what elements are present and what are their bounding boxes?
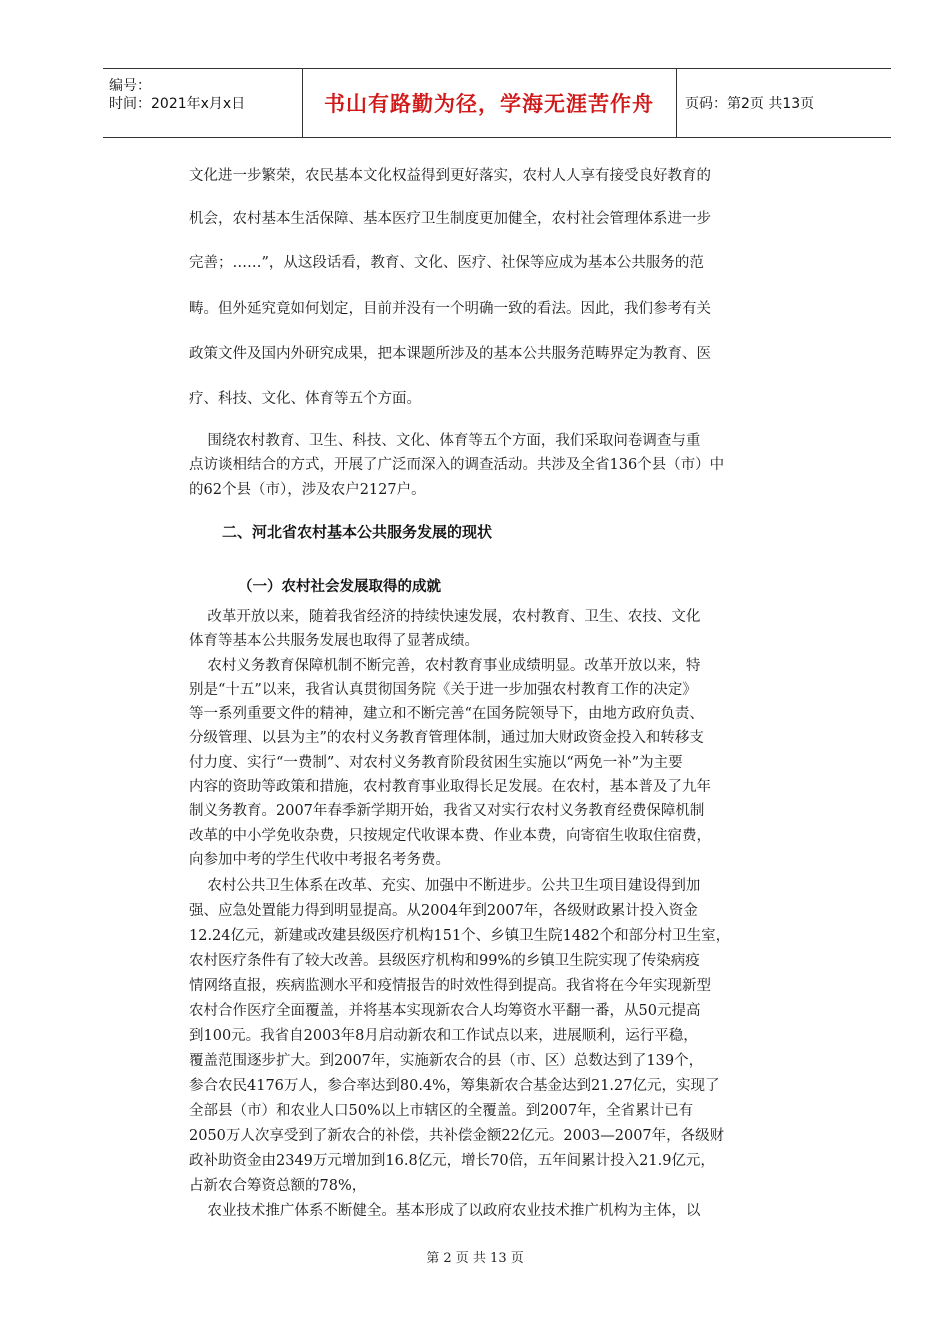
text-line: 向参加中考的学生代收中考报名考务费。	[189, 852, 450, 868]
text-line: 等一系列重要文件的精神，建立和不断完善“在国务院领导下，由地方政府负责、	[189, 706, 704, 722]
text-line: 内容的资助等政策和措施，农村教育事业取得长足发展。在农村，基本普及了九年	[189, 779, 711, 795]
text-line: 分级管理、以县为主”的农村义务教育管理体制，通过加大财政资金投入和转移支	[189, 730, 704, 746]
text-line: 占新农合筹资总额的78%，	[189, 1178, 367, 1194]
text-line: 2050万人次享受到了新农合的补偿，共补偿金额22亿元。2003—2007年，各级财	[189, 1128, 725, 1144]
text-line: 农村合作医疗全面覆盖，并将基本实现新农合人均筹资水平翻一番，从50元提高	[189, 1003, 701, 1019]
text-line: 全部县（市）和农业人口50%以上市辖区的全覆盖。到2007年，全省累计已有	[189, 1103, 694, 1119]
text-line: 付力度、实行“一费制”、对农村义务教育阶段贫困生实施以“两免一补”为主要	[189, 755, 683, 771]
text-line: 12.24亿元，新建或改建县级医疗机构151个、乡镇卫生院1482个和部分村卫生室，	[189, 928, 731, 944]
text-line: 到100元。我省自2003年8月启动新农和工作试点以来，进展顺利，运行平稳，	[189, 1028, 698, 1044]
text-line: 情网络直报，疾病监测水平和疫情报告的时效性得到提高。我省将在今年实现新型	[189, 978, 711, 994]
subsection-heading: （一）农村社会发展取得的成就	[238, 579, 441, 595]
text-line: 机会，农村基本生活保障、基本医疗卫生制度更加健全，农村社会管理体系进一步	[189, 211, 711, 227]
page-counter: 页码：第2页 共13页	[685, 96, 815, 112]
text-line: 覆盖范围逐步扩大。到2007年，实施新农合的县（市、区）总数达到了139个，	[189, 1053, 704, 1069]
number-label: 编号：	[109, 78, 151, 94]
text-line: 农村医疗条件有了较大改善。县级医疗机构和99%的乡镇卫生院实现了传染病疫	[189, 953, 700, 969]
header-meta	[103, 69, 301, 137]
text-line: 强、应急处置能力得到明显提高。从2004年到2007年，各级财政累计投入资金	[189, 903, 698, 919]
text-line: 农村公共卫生体系在改革、充实、加强中不断进步。公共卫生项目建设得到加	[189, 878, 701, 894]
text-line: 疗、科技、文化、体育等五个方面。	[189, 391, 421, 407]
time-label: 时间：2021年x月x日	[109, 96, 246, 112]
text-line: 参合农民4176万人，参合率达到80.4%，筹集新农合基金达到21.27亿元，实现了	[189, 1078, 720, 1094]
text-line: 政补助资金由2349万元增加到16.8亿元，增长70倍，五年间累计投入21.9亿元，	[189, 1153, 715, 1169]
text-line: 完善；……”，从这段话看，教育、文化、医疗、社保等应成为基本公共服务的范	[189, 255, 704, 271]
page-header	[103, 68, 891, 138]
text-line: 农业技术推广体系不断健全。基本形成了以政府农业技术推广机构为主体，以	[189, 1203, 701, 1219]
text-line: 农村义务教育保障机制不断完善，农村教育事业成绩明显。改革开放以来，特	[189, 658, 701, 674]
header-motto: 书山有路勤为径，学海无涯苦作舟	[324, 92, 654, 116]
text-line: 的62个县（市），涉及农户2127户。	[189, 482, 426, 498]
text-line: 别是“十五”以来，我省认真贯彻国务院《关于进一步加强农村教育工作的决定》	[189, 682, 697, 698]
text-line: 制义务教育。2007年春季新学期开始，我省又对实行农村义务教育经费保障机制	[189, 803, 705, 819]
text-line: 点访谈相结合的方式，开展了广泛而深入的调查活动。共涉及全省136个县（市）中	[189, 457, 725, 473]
text-line: 改革开放以来，随着我省经济的持续快速发展，农村教育、卫生、农技、文化	[189, 609, 701, 625]
text-line: 围绕农村教育、卫生、科技、文化、体育等五个方面，我们采取问卷调查与重	[189, 433, 701, 449]
text-line: 文化进一步繁荣，农民基本文化权益得到更好落实，农村人人享有接受良好教育的	[189, 168, 711, 184]
page-footer: 第 2 页 共 13 页	[426, 1251, 524, 1266]
text-line: 畴。但外延究竟如何划定，目前并没有一个明确一致的看法。因此，我们参考有关	[189, 301, 711, 317]
text-line: 改革的中小学免收杂费，只按规定代收课本费、作业本费，向寄宿生收取住宿费，	[189, 828, 711, 844]
section-heading: 二、河北省农村基本公共服务发展的现状	[222, 523, 493, 541]
text-line: 体育等基本公共服务发展也取得了显著成绩。	[189, 633, 479, 649]
text-line: 政策文件及国内外研究成果，把本课题所涉及的基本公共服务范畴界定为教育、医	[189, 346, 711, 362]
